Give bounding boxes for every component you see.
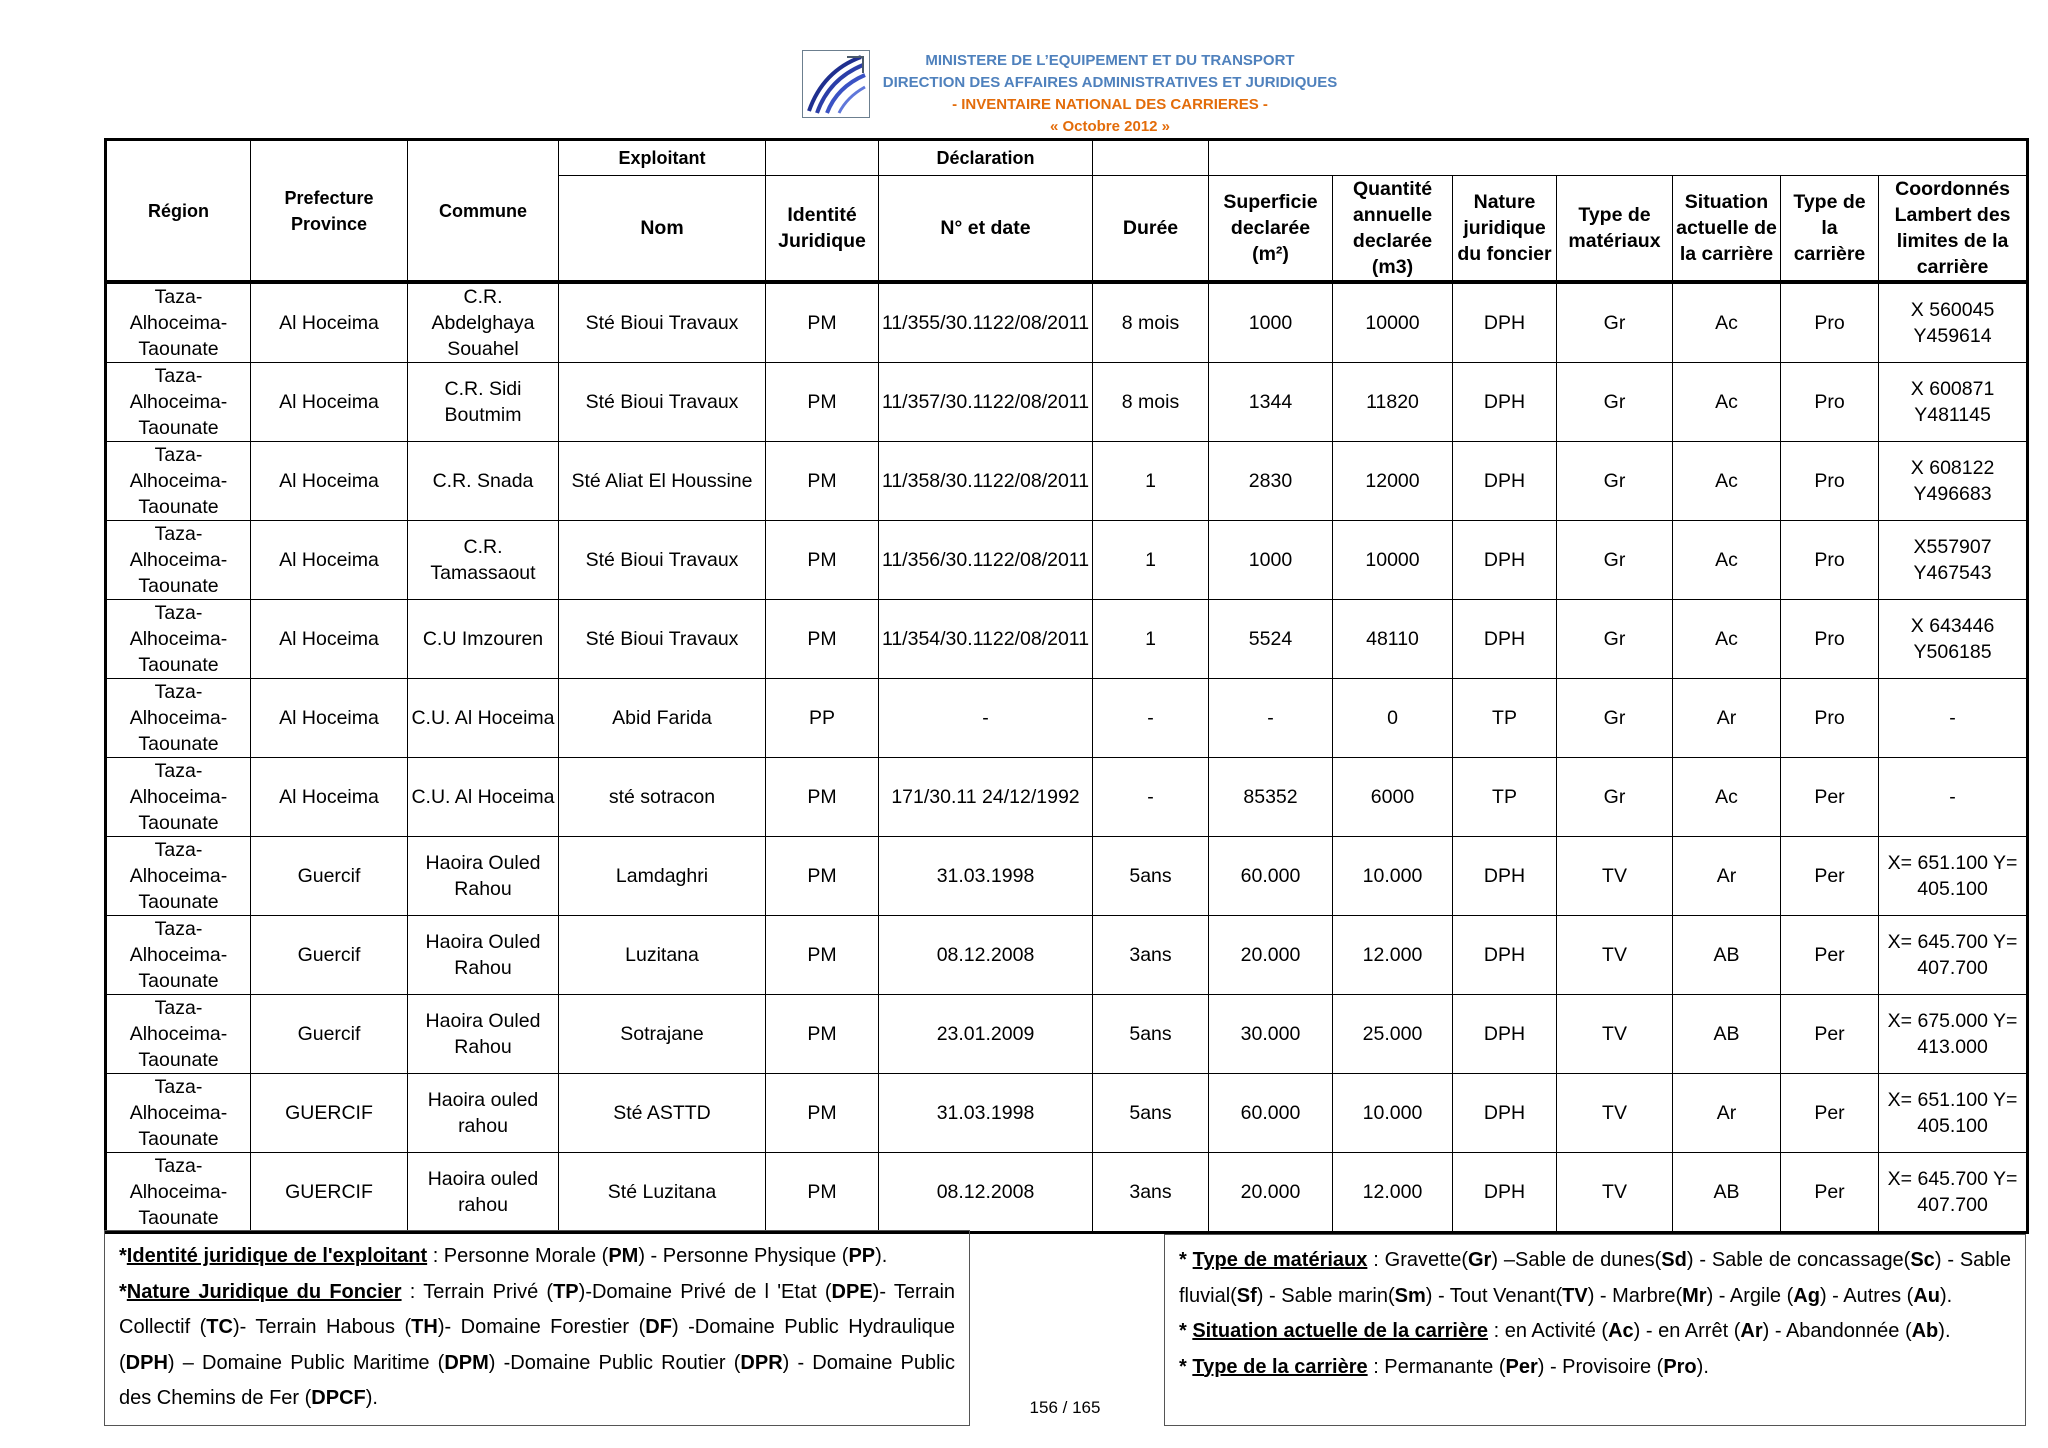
table-cell: Per	[1781, 758, 1879, 837]
legend-text: ) – Domaine Public Maritime (	[167, 1351, 445, 1374]
table-cell: AB	[1673, 916, 1781, 995]
table-cell: Sté Bioui Travaux	[559, 282, 766, 363]
table-cell: 12.000	[1333, 916, 1453, 995]
legend-code: TH	[411, 1316, 438, 1338]
table-cell: DPH	[1453, 521, 1557, 600]
table-row	[106, 1153, 2028, 1233]
table-cell: 1344	[1209, 363, 1333, 442]
table-cell: Haoira ouled rahou	[408, 1074, 559, 1153]
table-cell: TP	[1453, 679, 1557, 758]
table-cell: Taza-Alhoceima-Taounate	[106, 1074, 251, 1153]
ministry-title-block	[880, 50, 1340, 138]
table-cell: 60.000	[1209, 837, 1333, 916]
legend-text: ) - en Arrêt (	[1633, 1320, 1741, 1342]
table-cell: Ac	[1673, 758, 1781, 837]
table-cell: 11/357/30.1122/08/2011	[879, 363, 1093, 442]
legend-text: ).	[365, 1387, 378, 1409]
ministry-name: MINISTERE DE L’EQUIPEMENT ET DU TRANSPORT	[925, 52, 1295, 69]
table-cell: 8 mois	[1093, 363, 1209, 442]
col-header-identite: Identité Juridique	[766, 176, 879, 283]
table-cell: AB	[1673, 1153, 1781, 1233]
table-cell: Taza-Alhoceima-Taounate	[106, 282, 251, 363]
table-cell: Per	[1781, 1153, 1879, 1233]
table-cell: 1	[1093, 521, 1209, 600]
legend-code: Ac	[1608, 1320, 1634, 1342]
legend-text: ) - Sable marin(	[1256, 1284, 1395, 1307]
col-header-quantite: Quantité annuelle declarée (m3)	[1333, 176, 1453, 283]
table-cell: X 600871 Y481145	[1879, 363, 2028, 442]
col-header-superficie: Superficie declarée (m²)	[1209, 176, 1333, 283]
legend-text: ).	[1696, 1355, 1709, 1378]
col-header-situation: Situation actuelle de la carrière	[1673, 176, 1781, 283]
table-row	[106, 442, 2028, 521]
table-cell: Gr	[1557, 679, 1673, 758]
col-header-materiaux: Type de matériaux	[1557, 176, 1673, 283]
table-cell: PM	[766, 600, 879, 679]
table-cell: 1000	[1209, 521, 1333, 600]
table-cell: Taza-Alhoceima-Taounate	[106, 521, 251, 600]
table-cell: DPH	[1453, 282, 1557, 363]
legend-text: ) - Provisoire (	[1537, 1355, 1664, 1378]
table-cell: TP	[1453, 758, 1557, 837]
table-row	[106, 679, 2028, 758]
legend-nature	[119, 1275, 955, 1417]
inventory-date: « Octobre 2012 »	[1049, 118, 1171, 135]
table-cell: 12.000	[1333, 1153, 1453, 1233]
legend-code: Per	[1505, 1355, 1538, 1378]
table-cell: Taza-Alhoceima-Taounate	[106, 363, 251, 442]
table-cell: PM	[766, 363, 879, 442]
table-cell: Haoira Ouled Rahou	[408, 916, 559, 995]
legend-text: ) - Tout Venant(	[1425, 1284, 1563, 1307]
table-cell: Per	[1781, 995, 1879, 1074]
table-cell: 11820	[1333, 363, 1453, 442]
table-cell: X 608122 Y496683	[1879, 442, 2028, 521]
table-cell: TV	[1557, 916, 1673, 995]
table-cell: 85352	[1209, 758, 1333, 837]
table-cell: Taza-Alhoceima-Taounate	[106, 758, 251, 837]
table-cell: 30.000	[1209, 995, 1333, 1074]
table-cell: Guercif	[251, 916, 408, 995]
table-cell: 1	[1093, 600, 1209, 679]
table-cell: 10.000	[1333, 837, 1453, 916]
legend-text: )- Terrain Collectif (	[119, 1280, 956, 1338]
table-cell: 11/354/30.1122/08/2011	[879, 600, 1093, 679]
group-header-blank	[766, 140, 879, 176]
table-row	[106, 363, 2028, 442]
table-row	[106, 995, 2028, 1074]
legend-text: ) - Abandonnée (	[1762, 1320, 1912, 1342]
table-cell: X 560045 Y459614	[1879, 282, 2028, 363]
table-cell: X557907 Y467543	[1879, 521, 2028, 600]
table-cell: Ar	[1673, 1074, 1781, 1153]
table-cell: Pro	[1781, 282, 1879, 363]
table-cell: Per	[1781, 1074, 1879, 1153]
legend-code: TC	[206, 1316, 233, 1338]
table-cell: C.U Imzouren	[408, 600, 559, 679]
table-cell: 12000	[1333, 442, 1453, 521]
legend-text: ) - Sable fluvial(	[1179, 1249, 2011, 1307]
legend-text: : Terrain Privé (	[401, 1280, 554, 1303]
table-cell: DPH	[1453, 837, 1557, 916]
group-header-declaration: Déclaration	[879, 140, 1093, 176]
table-cell: Haoira ouled rahou	[408, 1153, 559, 1233]
legend-code: Pro	[1663, 1355, 1697, 1378]
legend-text: : Gravette(	[1367, 1249, 1468, 1271]
table-cell: Pro	[1781, 521, 1879, 600]
table-row	[106, 521, 2028, 600]
table-cell: Haoira Ouled Rahou	[408, 995, 559, 1074]
table-cell: Ac	[1673, 442, 1781, 521]
table-row	[106, 758, 2028, 837]
table-cell: X= 675.000 Y= 413.000	[1879, 995, 2028, 1074]
table-cell: DPH	[1453, 442, 1557, 521]
legend-code: PM	[608, 1245, 639, 1267]
legend-code: Gr	[1468, 1249, 1492, 1271]
table-cell: Al Hoceima	[251, 758, 408, 837]
col-header-coordonnees: Coordonnés Lambert des limites de la carrière	[1879, 176, 2028, 283]
table-cell: 171/30.11 24/12/1992	[879, 758, 1093, 837]
legend-code: Ar	[1740, 1320, 1763, 1342]
table-cell: 2830	[1209, 442, 1333, 521]
quarry-inventory-table	[104, 138, 2029, 1234]
table-cell: Pro	[1781, 679, 1879, 758]
legend-text: : en Activité (	[1488, 1320, 1609, 1342]
table-cell: 11/358/30.1122/08/2011	[879, 442, 1093, 521]
legend-identite	[119, 1239, 955, 1275]
table-cell: X= 645.700 Y= 407.700	[1879, 916, 2028, 995]
legend-code: DF	[645, 1316, 672, 1338]
table-cell: Taza-Alhoceima-Taounate	[106, 679, 251, 758]
table-cell: 8 mois	[1093, 282, 1209, 363]
table-cell: Sté Bioui Travaux	[559, 521, 766, 600]
legend-star: *	[119, 1280, 127, 1303]
table-cell: X= 651.100 Y= 405.100	[1879, 837, 2028, 916]
table-cell: Al Hoceima	[251, 442, 408, 521]
table-cell: 08.12.2008	[879, 1153, 1093, 1233]
table-cell: DPH	[1453, 995, 1557, 1074]
col-header-region: Région	[106, 140, 251, 283]
legend-text: )- Domaine Forestier (	[437, 1316, 646, 1338]
table-cell: DPH	[1453, 1153, 1557, 1233]
group-header-blank-wide	[1209, 140, 2028, 176]
table-cell: 20.000	[1209, 916, 1333, 995]
table-cell: DPH	[1453, 600, 1557, 679]
col-header-duree: Durée	[1093, 176, 1209, 283]
table-cell: 1000	[1209, 282, 1333, 363]
table-cell: DPH	[1453, 363, 1557, 442]
legend-text: ).	[1938, 1320, 1951, 1342]
table-cell: GUERCIF	[251, 1074, 408, 1153]
legend-code: Sf	[1236, 1284, 1257, 1307]
table-cell: Al Hoceima	[251, 363, 408, 442]
table-cell: Taza-Alhoceima-Taounate	[106, 837, 251, 916]
legend-code: Mr	[1682, 1284, 1707, 1307]
table-cell: PM	[766, 521, 879, 600]
legend-text: )- Terrain Habous (	[232, 1316, 412, 1338]
table-cell: AB	[1673, 995, 1781, 1074]
table-cell: Luzitana	[559, 916, 766, 995]
table-cell: C.R. Tamassaout	[408, 521, 559, 600]
legend-code: DPE	[831, 1280, 873, 1303]
legend-text: ) -Domaine Public Routier (	[488, 1351, 741, 1374]
legend-type-carriere-title: Type de la carrière	[1192, 1355, 1368, 1378]
table-cell: 0	[1333, 679, 1453, 758]
table-cell: C.U. Al Hoceima	[408, 679, 559, 758]
table-cell: 5ans	[1093, 1074, 1209, 1153]
table-cell: Taza-Alhoceima-Taounate	[106, 916, 251, 995]
table-cell: PM	[766, 758, 879, 837]
legend-code: Au	[1913, 1284, 1940, 1307]
table-cell: 31.03.1998	[879, 837, 1093, 916]
legend-nature-title: Nature Juridique du Foncier	[126, 1280, 402, 1303]
table-cell: -	[1879, 679, 2028, 758]
table-cell: 3ans	[1093, 1153, 1209, 1233]
table-cell: PM	[766, 995, 879, 1074]
table-cell: 3ans	[1093, 916, 1209, 995]
col-header-numero-date: N° et date	[879, 176, 1093, 283]
table-cell: Per	[1781, 837, 1879, 916]
table-cell: C.R. Abdelghaya Souahel	[408, 282, 559, 363]
table-cell: PP	[766, 679, 879, 758]
table-cell: 31.03.1998	[879, 1074, 1093, 1153]
table-cell: X 643446 Y506185	[1879, 600, 2028, 679]
table-cell: X= 651.100 Y= 405.100	[1879, 1074, 2028, 1153]
legend-text: ) - Domaine Public des Chemins de Fer (	[119, 1351, 955, 1409]
table-cell: -	[1879, 758, 2028, 837]
table-cell: TV	[1557, 995, 1673, 1074]
table-cell: TV	[1557, 837, 1673, 916]
legend-code: PP	[848, 1245, 876, 1267]
table-cell: Gr	[1557, 600, 1673, 679]
legend-text: ).	[1939, 1284, 1953, 1307]
table-cell: Pro	[1781, 363, 1879, 442]
legend-text: ) - Marbre(	[1587, 1284, 1683, 1307]
page-header	[0, 40, 2048, 140]
legend-text: ).	[875, 1245, 888, 1267]
table-cell: PM	[766, 282, 879, 363]
table-cell: Gr	[1557, 282, 1673, 363]
legend-code: Sc	[1910, 1249, 1935, 1271]
inventory-title: - INVENTAIRE NATIONAL DES CARRIERES -	[952, 96, 1268, 113]
table-cell: 11/355/30.1122/08/2011	[879, 282, 1093, 363]
table-cell: 5ans	[1093, 837, 1209, 916]
table-cell: Ac	[1673, 282, 1781, 363]
table-cell: 23.01.2009	[879, 995, 1093, 1074]
table-cell: Ac	[1673, 363, 1781, 442]
group-header-blank	[1093, 140, 1209, 176]
table-cell: Ar	[1673, 679, 1781, 758]
legend-text: ) - Sable de concassage(	[1686, 1249, 1911, 1271]
legend-code: Ab	[1911, 1320, 1939, 1342]
table-row	[106, 600, 2028, 679]
table-row	[106, 282, 2028, 363]
table-cell: Gr	[1557, 442, 1673, 521]
legend-text: )-Domaine Privé de l 'Etat (	[578, 1280, 832, 1303]
table-cell: Taza-Alhoceima-Taounate	[106, 442, 251, 521]
table-cell: Taza-Alhoceima-Taounate	[106, 995, 251, 1074]
table-cell: -	[1093, 758, 1209, 837]
table-cell: PM	[766, 837, 879, 916]
table-cell: Ac	[1673, 521, 1781, 600]
table-cell: TV	[1557, 1074, 1673, 1153]
table-cell: DPH	[1453, 916, 1557, 995]
legend-code: TP	[553, 1280, 579, 1303]
table-cell: Sté Luzitana	[559, 1153, 766, 1233]
table-cell: C.R. Sidi Boutmim	[408, 363, 559, 442]
table-cell: DPH	[1453, 1074, 1557, 1153]
col-header-nom: Nom	[559, 176, 766, 283]
directorate-name: DIRECTION DES AFFAIRES ADMINISTRATIVES ET JURIDIQUES	[882, 74, 1338, 91]
legend-text: ) –Sable de dunes(	[1491, 1249, 1662, 1271]
table-cell: -	[879, 679, 1093, 758]
table-cell: C.U. Al Hoceima	[408, 758, 559, 837]
page-number: 156 / 165	[1029, 1398, 1101, 1417]
table-cell: PM	[766, 1153, 879, 1233]
table-cell: Pro	[1781, 442, 1879, 521]
table-cell: Al Hoceima	[251, 282, 408, 363]
table-row	[106, 837, 2028, 916]
group-header-row	[106, 140, 2028, 176]
table-cell: Al Hoceima	[251, 600, 408, 679]
table-cell: Al Hoceima	[251, 679, 408, 758]
legend-identite-title: Identité juridique de l'exploitant	[126, 1245, 428, 1267]
table-cell: sté sotracon	[559, 758, 766, 837]
legend-text: ) -Domaine Public Hydraulique (	[119, 1316, 955, 1374]
table-cell: 5524	[1209, 600, 1333, 679]
table-cell: Sté Aliat El Houssine	[559, 442, 766, 521]
table-cell: GUERCIF	[251, 1153, 408, 1233]
table-cell: TV	[1557, 1153, 1673, 1233]
table-cell: 10.000	[1333, 1074, 1453, 1153]
legend-right	[1164, 1234, 2026, 1426]
table-cell: Ar	[1673, 837, 1781, 916]
table-cell: 10000	[1333, 521, 1453, 600]
table-cell: Lamdaghri	[559, 837, 766, 916]
table-cell: Gr	[1557, 758, 1673, 837]
legend-code: TV	[1562, 1284, 1588, 1307]
legend-text: : Permanante (	[1367, 1355, 1506, 1378]
table-cell: C.R. Snada	[408, 442, 559, 521]
table-cell: 5ans	[1093, 995, 1209, 1074]
table-cell: -	[1209, 679, 1333, 758]
legend-type-carriere	[1179, 1350, 2011, 1386]
legend-text: ) - Personne Physique (	[638, 1245, 849, 1267]
legend-code: DPM	[444, 1351, 489, 1374]
legend-star: *	[1179, 1355, 1193, 1378]
table-cell: Sté Bioui Travaux	[559, 600, 766, 679]
table-cell: Sotrajane	[559, 995, 766, 1074]
legend-code: DPR	[740, 1351, 783, 1374]
legend-star: *	[119, 1245, 127, 1267]
table-cell: Guercif	[251, 995, 408, 1074]
col-header-province: Prefecture Province	[251, 140, 408, 283]
table-cell: Abid Farida	[559, 679, 766, 758]
table-row	[106, 1074, 2028, 1153]
table-cell: Haoira Ouled Rahou	[408, 837, 559, 916]
legend-situation-title: Situation actuelle de la carrière	[1192, 1320, 1489, 1342]
table-cell: 60.000	[1209, 1074, 1333, 1153]
col-header-nature: Nature juridique du foncier	[1453, 176, 1557, 283]
table-cell: 20.000	[1209, 1153, 1333, 1233]
table-cell: Gr	[1557, 363, 1673, 442]
table-cell: Gr	[1557, 521, 1673, 600]
table-body	[106, 282, 2028, 1233]
legend-situation	[1179, 1314, 2011, 1350]
col-header-commune: Commune	[408, 140, 559, 283]
legend-code: DPH	[125, 1351, 168, 1374]
table-cell: 1	[1093, 442, 1209, 521]
legend-code: Ag	[1793, 1284, 1820, 1307]
legend-left	[104, 1230, 970, 1426]
table-cell: 08.12.2008	[879, 916, 1093, 995]
table-cell: X= 645.700 Y= 407.700	[1879, 1153, 2028, 1233]
table-cell: -	[1093, 679, 1209, 758]
legend-text: : Personne Morale (	[427, 1245, 609, 1267]
table-cell: 11/356/30.1122/08/2011	[879, 521, 1093, 600]
table-cell: Sté ASTTD	[559, 1074, 766, 1153]
group-header-exploitant: Exploitant	[559, 140, 766, 176]
legend-text: ) - Argile (	[1706, 1284, 1794, 1307]
table-cell: 48110	[1333, 600, 1453, 679]
table-row	[106, 916, 2028, 995]
table-cell: PM	[766, 442, 879, 521]
legend-materiaux-title: Type de matériaux	[1192, 1249, 1368, 1271]
table-cell: Ac	[1673, 600, 1781, 679]
table-cell: 25.000	[1333, 995, 1453, 1074]
table-cell: PM	[766, 1074, 879, 1153]
table-cell: Al Hoceima	[251, 521, 408, 600]
legend-code: Sm	[1394, 1284, 1426, 1307]
legend-code: Sd	[1661, 1249, 1687, 1271]
legend-star: *	[1179, 1249, 1193, 1271]
table-cell: 6000	[1333, 758, 1453, 837]
legend-star: *	[1179, 1320, 1193, 1342]
table-cell: Per	[1781, 916, 1879, 995]
ministry-logo-icon	[802, 50, 870, 118]
col-header-type-carriere: Type de la carrière	[1781, 176, 1879, 283]
table-cell: Taza-Alhoceima-Taounate	[106, 600, 251, 679]
table-cell: PM	[766, 916, 879, 995]
legend-materiaux	[1179, 1243, 2011, 1314]
table-cell: 10000	[1333, 282, 1453, 363]
table-cell: Taza-Alhoceima-Taounate	[106, 1153, 251, 1233]
table-cell: Sté Bioui Travaux	[559, 363, 766, 442]
legend-text: ) - Autres (	[1819, 1284, 1914, 1307]
table-cell: Guercif	[251, 837, 408, 916]
table-cell: Pro	[1781, 600, 1879, 679]
legend-code: DPCF	[311, 1387, 366, 1409]
